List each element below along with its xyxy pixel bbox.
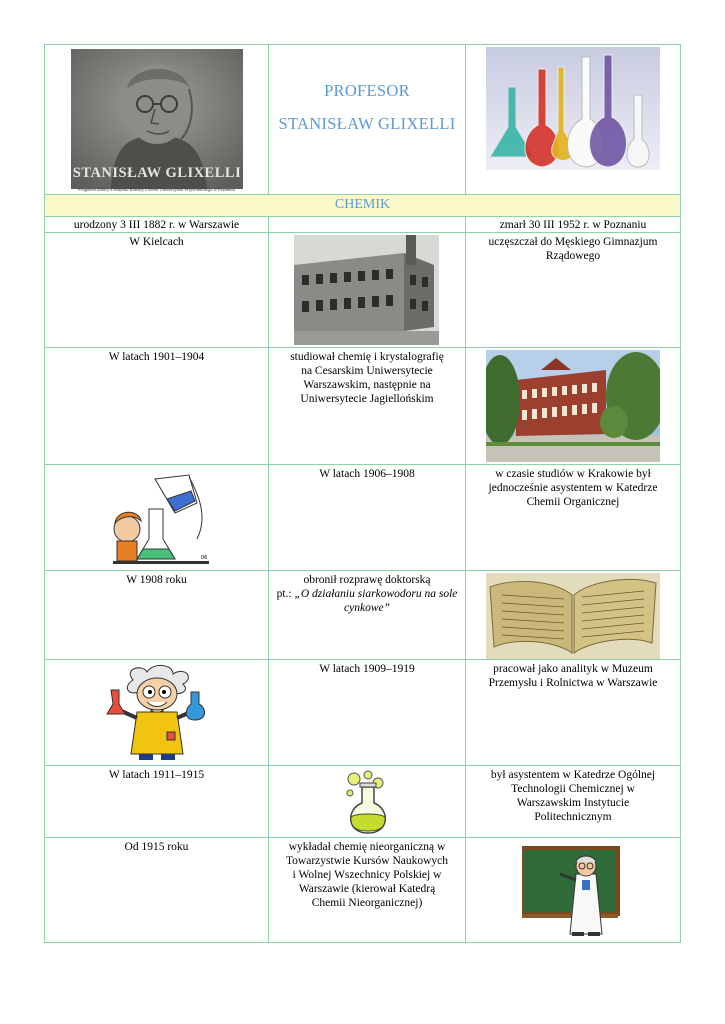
- subtitle-chemik: CHEMIK: [334, 197, 391, 212]
- row4-mid: [268, 570, 466, 660]
- small-mark: 06: [201, 555, 208, 561]
- portrait-plaque-image: [71, 49, 243, 189]
- thesis-line-1: obronił rozprawę doktorską: [303, 574, 431, 586]
- row4-right: [465, 570, 681, 660]
- row6-right: był asystentem w Katedrze Ogólnej Technologii Chemicznej w Warszawskim Instytucie Politechnicznym: [465, 765, 681, 838]
- title-line-2: STANISŁAW GLIXELLI: [278, 114, 456, 133]
- row1-left: W Kielcach: [44, 232, 269, 348]
- row7-left: Od 1915 roku: [44, 837, 269, 943]
- bubbling-flask-icon: [342, 769, 394, 835]
- died-cell: zmarł 30 III 1952 r. w Poznaniu: [465, 216, 681, 233]
- plaque-caption: Fragment tablicy z budynku Katedry Chemii Uniwersytetu Przyrodniczego w Poznaniu: [78, 187, 235, 192]
- professor-at-blackboard-cartoon: [522, 844, 626, 938]
- university-building-photo: [486, 350, 660, 462]
- row7-mid: wykładał chemię nieorganiczną w Towarzystwie Kursów Naukowych i Wolnej Wszechnicy Polskiej w Warszawie (kierował Katedrą Chemii Nieorganicznej): [268, 837, 466, 943]
- born-cell: urodzony 3 III 1882 r. w Warszawie: [44, 216, 269, 233]
- row1-right: uczęszczał do Męskiego Gimnazjum Rządowego: [465, 232, 681, 348]
- chemist-with-beakers-cartoon: [105, 469, 211, 569]
- row1-mid: [268, 232, 466, 348]
- row5-mid: W latach 1909–1919: [268, 659, 466, 766]
- row2-left: W latach 1901–1904: [44, 347, 269, 465]
- page-title: [269, 81, 465, 134]
- row4-left: W 1908 roku: [44, 570, 269, 660]
- row3-mid: W latach 1906–1908: [268, 464, 466, 571]
- empty-cell: [268, 216, 466, 233]
- row5-right: pracował jako analityk w Muzeum Przemysłu i Rolnictwa w Warszawie: [465, 659, 681, 766]
- subtitle-row: [44, 194, 681, 217]
- thesis-title: „O działaniu siarkowodoru na sole cynkowe”: [294, 588, 458, 614]
- row6-left: W latach 1911–1915: [44, 765, 269, 838]
- row5-left: [44, 659, 269, 766]
- title-cell: [268, 44, 466, 195]
- row7-right: [465, 837, 681, 943]
- mad-scientist-cartoon: [103, 662, 211, 764]
- flasks-image: [486, 47, 660, 170]
- portrait-cell: [44, 44, 269, 195]
- flasks-cell: [465, 44, 681, 195]
- row3-right: w czasie studiów w Krakowie był jednocześnie asystentem w Katedrze Chemii Organicznej: [465, 464, 681, 571]
- row6-mid: [268, 765, 466, 838]
- thesis-prefix: pt.:: [276, 588, 295, 600]
- row2-mid: studiował chemię i krystalografię na Cesarskim Uniwersytecie Warszawskim, następnie na Uniwersytecie Jagiellońskim: [268, 347, 466, 465]
- biography-table: [44, 44, 681, 943]
- plaque-name: STANISŁAW GLIXELLI: [72, 165, 242, 181]
- row3-left: [44, 464, 269, 571]
- open-book-photo: [486, 573, 660, 659]
- title-line-1: PROFESOR: [324, 81, 410, 100]
- row2-right: [465, 347, 681, 465]
- gymnasium-building-photo: [294, 235, 439, 345]
